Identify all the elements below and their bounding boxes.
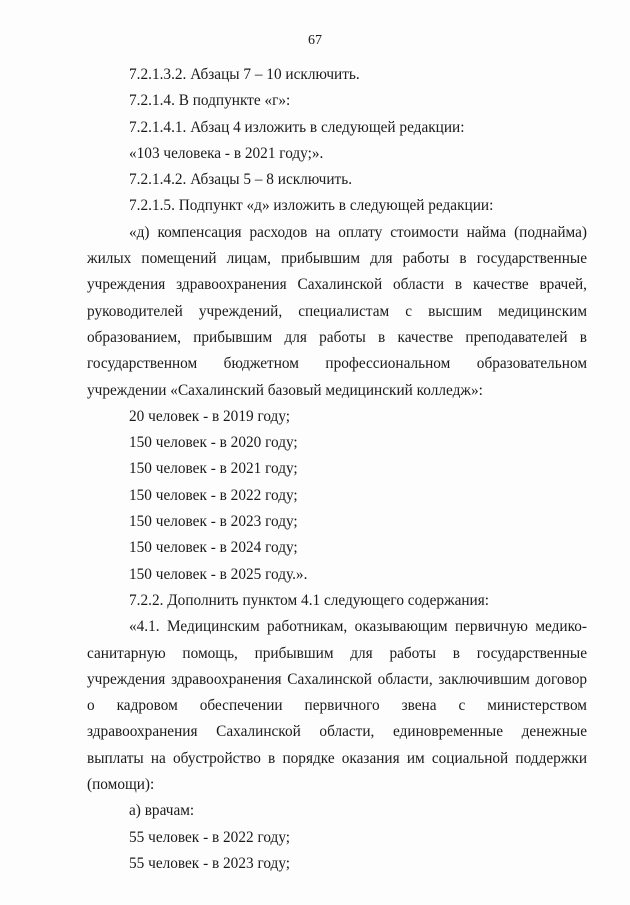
list-item: 55 человек - в 2022 году; [129, 828, 291, 846]
subpoint-d-text: «д) компенсация расходов на оплату стоимости найма (поднайма) жилых помещений лицам, прибывшим для работы в государственные учреждения здравоохранения Сахалинской области в качестве врачей, руководителей учреждений, специалистам с высшим медицинским образованием, прибывшим для работы в качестве преподавателей в государственном бюджетном профессиональном образовательном учреждении «Сахалинский базовый медицинский колледж»: [87, 223, 587, 399]
paragraph-7-2-1-4: 7.2.1.4. В подпункте «г»: [129, 92, 291, 110]
paragraph-7-2-1-4-1: 7.2.1.4.1. Абзац 4 изложить в следующей редакции: [129, 118, 465, 136]
point-4-1-text: «4.1. Медицинским работникам, оказывающим первичную медико-санитарную помощь, прибывшим для работы в государственные учреждения здравоохранения Сахалинской области, заключившим договор о кадровом обеспечении первичного звена с министерством здравоохранения Сахалинской области, единовременные денежные выплаты на обустройство в порядке оказания им социальной поддержки (помощи): [87, 618, 587, 794]
list-item: 150 человек - в 2023 году; [129, 513, 298, 531]
paragraph-7-2-1-4-2: 7.2.1.4.2. Абзацы 5 – 8 исключить. [129, 171, 353, 189]
list-item: 20 человек - в 2019 году; [129, 407, 291, 425]
list-item: 150 человек - в 2025 году.». [129, 565, 308, 583]
page-number: 67 [308, 33, 322, 48]
quote-103-people: «103 человека - в 2021 году;». [129, 144, 324, 162]
paragraph-7-2-1-3-2: 7.2.1.3.2. Абзацы 7 – 10 исключить. [129, 66, 360, 83]
paragraph-7-2-1-5: 7.2.1.5. Подпункт «д» изложить в следующей редакции: [129, 197, 494, 215]
list-item: 150 человек - в 2024 году; [129, 539, 298, 557]
subpoint-a-doctors: а) врачам: [129, 802, 195, 820]
list-item: 150 человек - в 2021 году; [129, 460, 298, 478]
document-body [87, 62, 587, 877]
list-item: 55 человек - в 2023 году; [129, 854, 291, 872]
list-item: 150 человек - в 2022 году; [129, 486, 298, 504]
list-item: 150 человек - в 2020 году; [129, 434, 298, 452]
paragraph-7-2-2: 7.2.2. Дополнить пунктом 4.1 следующего содержания: [129, 591, 490, 609]
